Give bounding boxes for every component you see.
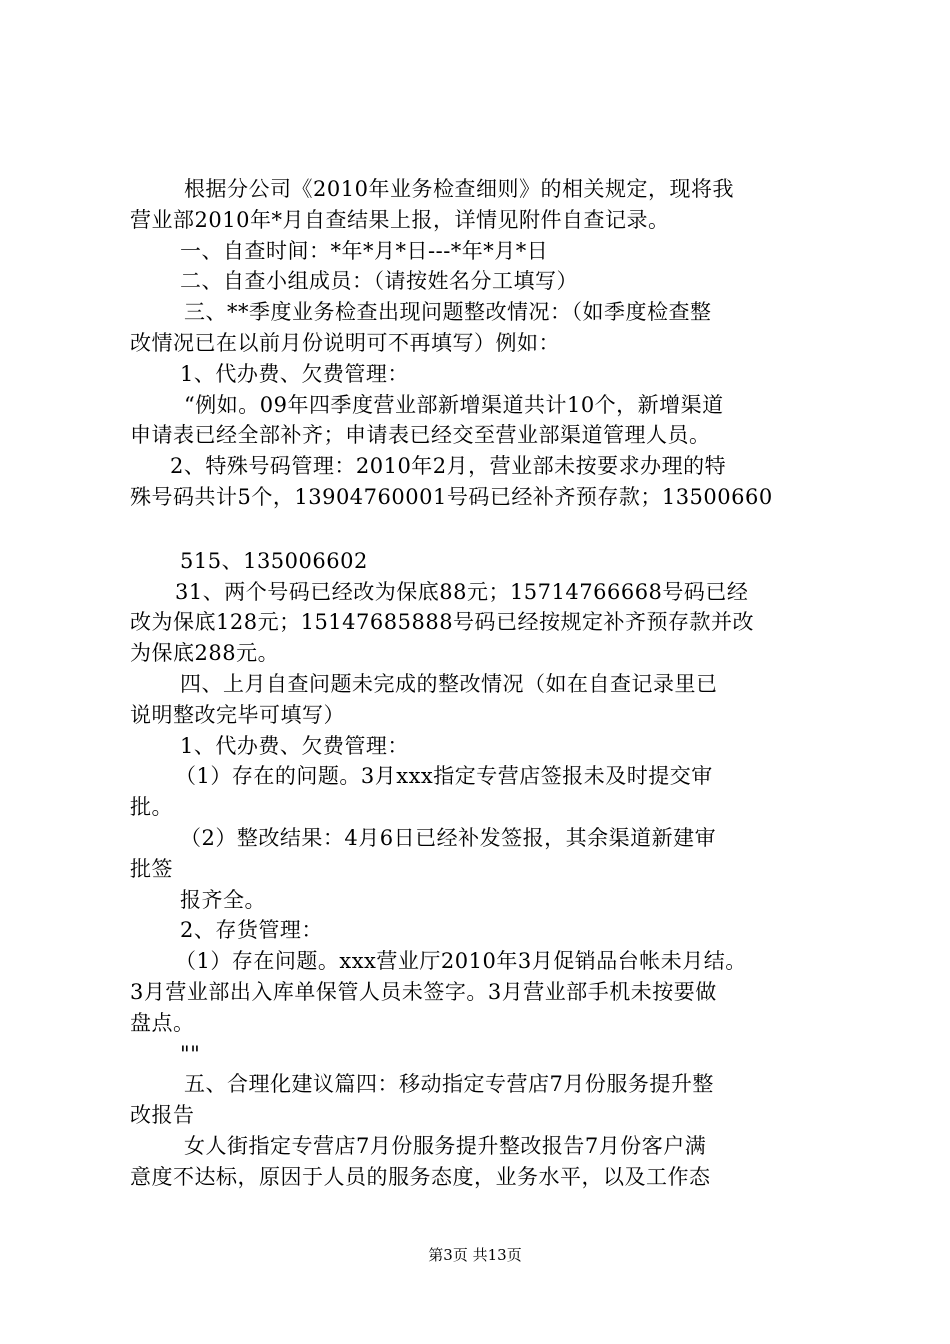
paragraph-line: “例如。09年四季度营业部新增渠道共计10个，新增渠道 (184, 392, 724, 417)
paragraph-line: "" (180, 1041, 201, 1066)
paragraph-line: （2）整改结果：4月6日已经补发签报，其余渠道新建审 (180, 825, 717, 850)
paragraph-line: 说明整改完毕可填写） (130, 702, 345, 727)
paragraph-line: 2、特殊号码管理：2010年2月，营业部未按要求办理的特 (170, 454, 727, 479)
paragraph-line: 盘点。 (130, 1010, 195, 1035)
paragraph-line: 申请表已经全部补齐；申请表已经交至营业部渠道管理人员。 (130, 423, 711, 448)
page-number-footer: 第3页 共13页 (428, 1246, 522, 1264)
paragraph-line: 根据分公司《2010年业务检查细则》的相关规定，现将我 (184, 177, 734, 201)
paragraph-line: （1）存在的问题。3月xxx指定专营店签报未及时提交审 (175, 764, 713, 789)
paragraph-line: 改情况已在以前月份说明可不再填写）例如： (130, 330, 560, 355)
paragraph-line: 为保底288元。 (130, 641, 280, 666)
paragraph-line: 营业部2010年*月自查结果上报，详情见附件自查记录。 (130, 207, 670, 232)
paragraph-line: 3月营业部出入库单保管人员未签字。3月营业部手机未按要做 (130, 979, 717, 1004)
paragraph-line: （1）存在问题。xxx营业厅2010年3月促销品台帐未月结。 (175, 949, 747, 974)
paragraph-line: 2、存货管理： (180, 918, 323, 943)
paragraph-line: 五、合理化建议篇四：移动指定专营店7月份服务提升整 (184, 1072, 714, 1097)
paragraph-line: 515、135006602 (180, 548, 368, 573)
paragraph-line: 改报告 (130, 1103, 195, 1128)
paragraph-gap (130, 513, 835, 546)
document-body (130, 174, 835, 1193)
paragraph-line: 二、自查小组成员：（请按姓名分工填写） (180, 269, 578, 294)
paragraph-line: 一、自查时间：*年*月*日---*年*月*日 (180, 238, 549, 263)
paragraph-line: 批签 (130, 856, 173, 881)
paragraph-line: 四、上月自查问题未完成的整改情况（如在自查记录里已 (180, 671, 718, 696)
paragraph-line: 殊号码共计5个，13904760001号码已经补齐预存款；13500660 (130, 484, 773, 509)
paragraph-line: 改为保底128元；15147685888号码已经按规定补齐预存款并改 (130, 610, 755, 635)
paragraph-line: 意度不达标，原因于人员的服务态度，业务水平，以及工作态 (130, 1164, 711, 1189)
paragraph-line: 报齐全。 (180, 887, 266, 912)
paragraph-line: 女人街指定专营店7月份服务提升整改报告7月份客户满 (184, 1133, 707, 1158)
paragraph-line: 三、**季度业务检查出现问题整改情况：（如季度检查整 (184, 300, 712, 325)
paragraph-line: 1、代办费、欠费管理： (180, 733, 409, 758)
paragraph-line: 批。 (130, 795, 173, 820)
paragraph-line: 31、两个号码已经改为保底88元；15714766668号码已经 (175, 579, 749, 604)
paragraph-line: 1、代办费、欠费管理： (180, 361, 409, 386)
